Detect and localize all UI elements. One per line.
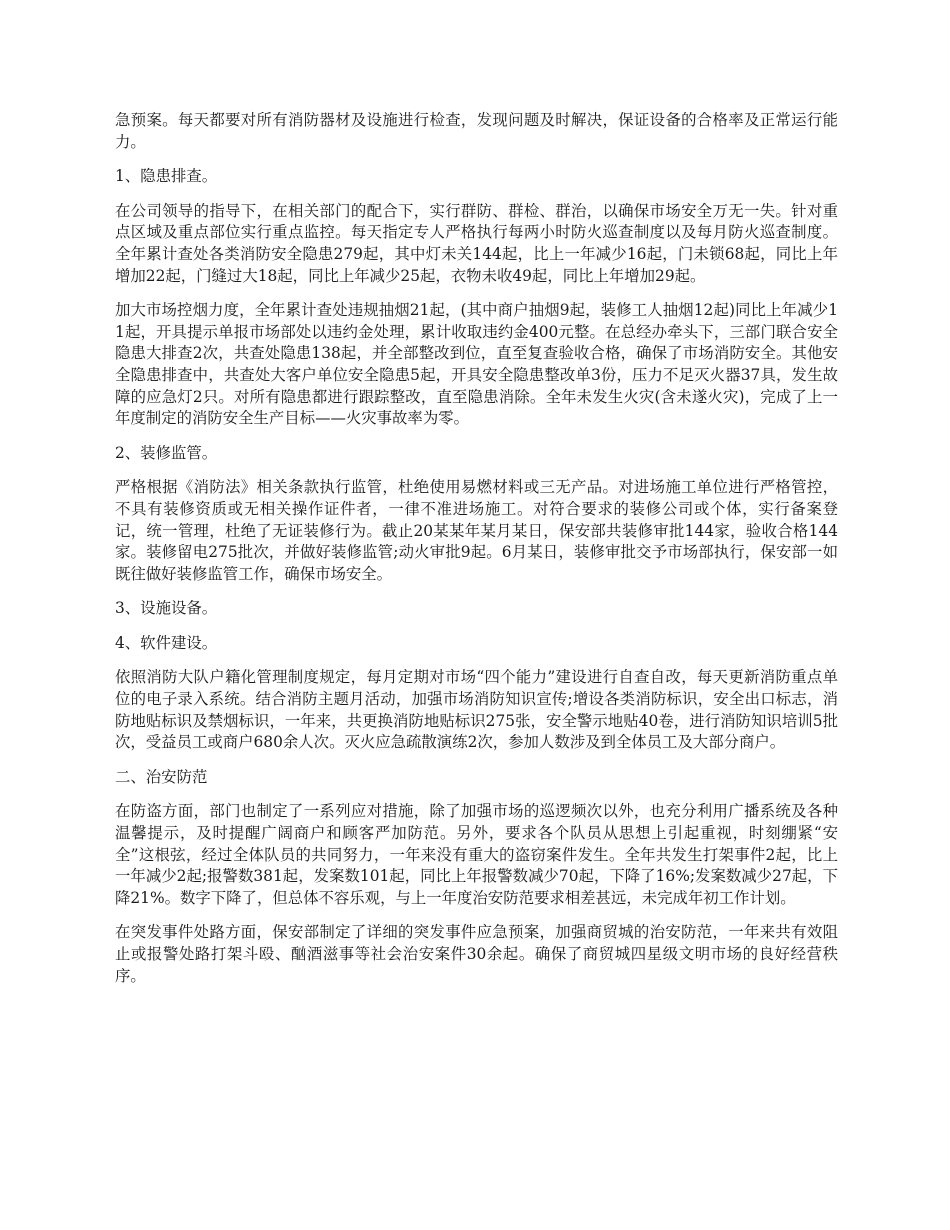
paragraph-theft-prevention: 在防盗方面，部门也制定了一系列应对措施，除了加强市场的巡逻频次以外，也充分利用广播系统及各种温馨提示，及时提醒广阔商户和顾客严加防范。另外，要求各个队员从思想上引起重视，时刻绷紧“安全”这根弦，经过全体队员的共同努力，一年来没有重大的盗窃案件发生。全年共发生打架事件2起，比上一年减少2起;报警数381起，发案数101起，同比上年报警数减少70起，下降了16%;发案数减少27起，下降21%。数字下降了，但总体不容乐观，与上一年度治安防范要求相差甚远，未完成年初工作计划。 bbox=[115, 802, 838, 907]
section-heading-hazard-inspection: 1、隐患排查。 bbox=[115, 167, 218, 186]
paragraph-smoking-control: 加大市场控烟力度，全年累计查处违规抽烟21起，(其中商户抽烟9起，装修工人抽烟12起)同比上年减少11起，开具提示单报市场部处以违约金处理，累计收取违约金400元整。在总经办牵头下，三部门联合安全隐患大排查2次，共查处隐患138起，并全部整改到位，直至复查验收合格，确保了市场消防安全。其他安全隐患排查中，共查处大客户单位安全隐患5起，开具安全隐患整改单3份，压力不足灭火器37具，发生故障的应急灯2只。对所有隐患都进行跟踪整改，直至隐患消除。全年未发生火灾(含未遂火灾)，完成了上一年度制定的消防安全生产目标——火灾事故率为零。 bbox=[115, 301, 838, 428]
section-heading-renovation: 2、装修监管。 bbox=[115, 443, 218, 462]
section-heading-facilities: 3、设施设备。 bbox=[115, 599, 218, 618]
paragraph-intro: 急预案。每天都要对所有消防器材及设施进行检查，发现问题及时解决，保证设备的合格率及正常运行能力。 bbox=[115, 111, 838, 151]
paragraph-software: 依照消防大队户籍化管理制度规定，每月定期对市场“四个能力”建设进行自查自改，每天更新消防重点单位的电子录入系统。结合消防主题月活动，加强市场消防知识宣传;增设各类消防标识，安全出口标志，消防地贴标识及禁烟标识，一年来，共更换消防地贴标识275张，安全警示地贴40卷，进行消防知识培训5批次，受益员工或商户680余人次。灭火应急疏散演练2次，参加人数涉及到全体员工及大部分商户。 bbox=[115, 668, 838, 752]
paragraph-emergency-handling: 在突发事件处路方面，保安部制定了详细的突发事件应急预案，加强商贸城的治安防范，一年来共有效阻止或报警处路打架斗殴、酗酒滋事等社会治安案件30余起。确保了商贸城四星级文明市场的良好经营秩序。 bbox=[115, 923, 838, 985]
paragraph-hazard-inspection: 在公司领导的指导下，在相关部门的配合下，实行群防、群检、群治，以确保市场安全万无一失。针对重点区域及重点部位实行重点监控。每天指定专人严格执行每两小时防火巡查制度以及每月防火巡查制度。全年累计查处各类消防安全隐患279起，其中灯未关144起，比上一年减少16起，门未锁68起，同比上年增加22起，门缝过大18起，同比上年减少25起，衣物未收49起，同比上年增加29起。 bbox=[115, 201, 838, 285]
section-heading-public-security: 二、治安防范 bbox=[115, 767, 208, 786]
section-heading-software: 4、软件建设。 bbox=[115, 633, 218, 652]
paragraph-renovation: 严格根据《消防法》相关条款执行监管，杜绝使用易燃材料或三无产品。对进场施工单位进行严格管控，不具有装修资质或无相关操作证件者，一律不准进场施工。对符合要求的装修公司或个体，实行备案登记，统一管理，杜绝了无证装修行为。截止20某某年某月某日，保安部共装修审批144家，验收合格144家。装修留电275批次，并做好装修监管;动火审批9起。6月某日，装修审批交予市场部执行，保安部一如既往做好装修监管工作，确保市场安全。 bbox=[115, 478, 838, 583]
